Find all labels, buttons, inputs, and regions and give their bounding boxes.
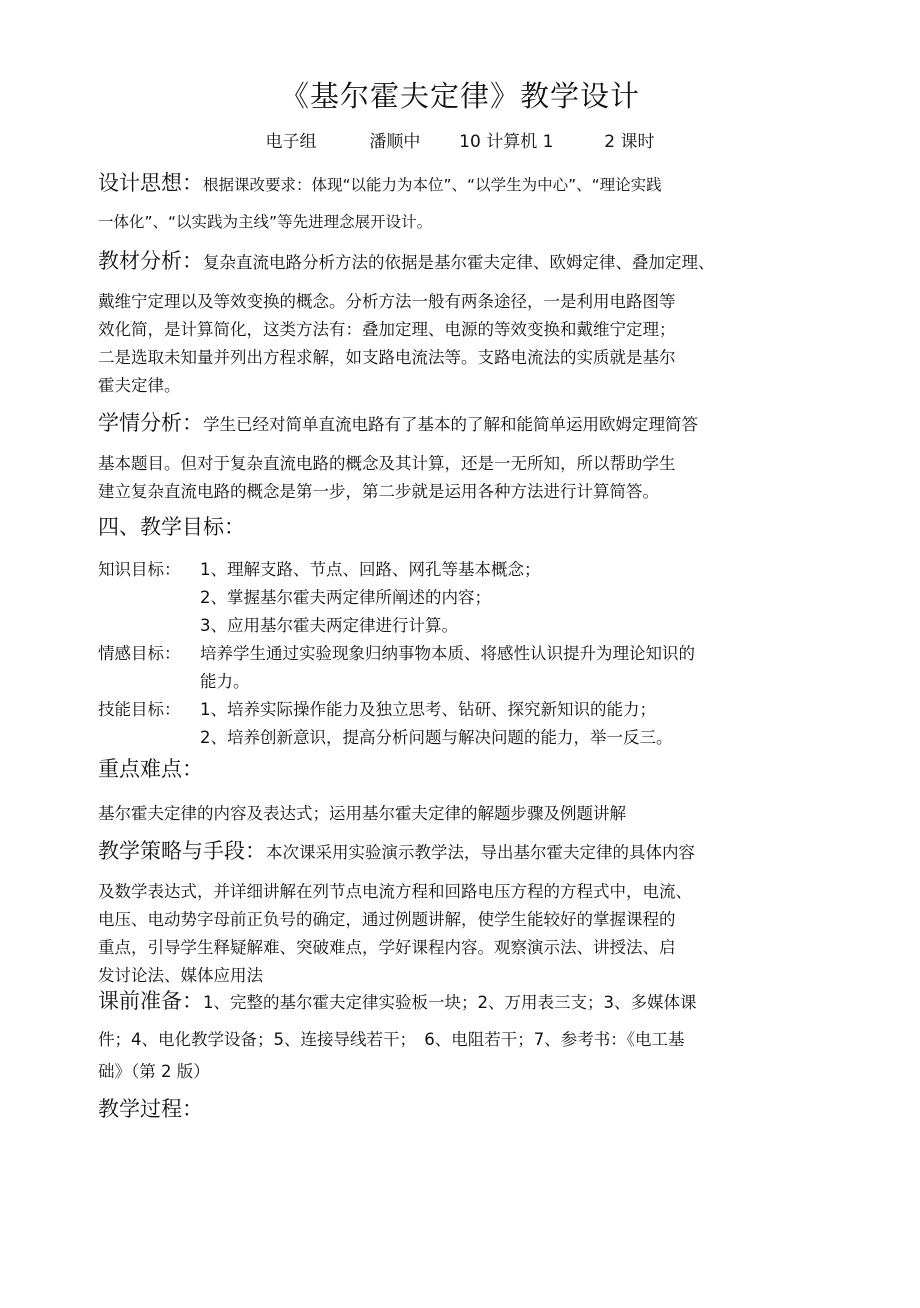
paragraph-line: 建立复杂直流电路的概念是第一步，第二步就是运用各种方法进行计算简答。 (98, 482, 659, 501)
paragraph-line: 及数学表达式，并详细讲解在列节点电流方程和回路电压方程的方程式中，电流、 (98, 882, 692, 901)
paragraph-line: 础》（第 2 版） (98, 1062, 210, 1081)
paragraph-line: 戴维宁定理以及等效变换的概念。分析方法一般有两条途径，一是利用电路图等 (98, 292, 676, 311)
section-heading: 重点难点： (98, 757, 203, 781)
section-heading: 教材分析： (98, 249, 203, 273)
goal-item: 1、理解支路、节点、回路、网孔等基本概念； (200, 560, 541, 579)
section-first-line: 学生已经对简单直流电路有了基本的了解和能简单运用欧姆定理简答 (203, 415, 698, 434)
section-heading: 设计思想： (98, 171, 203, 195)
section-line: 一体化”、“以实践为主线”等先进理念展开设计。 (98, 213, 433, 231)
document-title: 《基尔霍夫定律》教学设计 (279, 79, 640, 113)
goal-label: 情感目标： (98, 644, 181, 663)
section-heading: 教学策略与手段： (98, 839, 266, 863)
goal-label: 知识目标： (98, 560, 181, 579)
paragraph-line: 电压、电动势字母前正负号的确定，通过例题讲解，使学生能较好的掌握课程的 (98, 910, 676, 929)
section-first-line: 本次课采用实验演示教学法，导出基尔霍夫定律的具体内容 (266, 843, 695, 862)
goal-item: 1、培养实际操作能力及独立思考、钻研、探究新知识的能力； (200, 700, 656, 719)
skill-goals (98, 696, 838, 752)
document-meta (0, 128, 920, 156)
goal-item: 能力。 (200, 672, 250, 691)
section-heading: 课前准备： (98, 989, 203, 1013)
meta-hours: 2 课时 (604, 132, 655, 152)
paragraph-line: 发讨论法、媒体应用法 (98, 966, 263, 985)
section-heading: 教学过程： (98, 1097, 203, 1121)
emotion-goals (98, 640, 838, 696)
meta-group: 电子组 (265, 132, 317, 152)
goal-item: 2、培养创新意识，提高分析问题与解决问题的能力，举一反三。 (200, 728, 673, 747)
section-material (98, 246, 838, 400)
paragraph-line: 霍夫定律。 (98, 376, 181, 395)
paragraph-line: 二是选取未知量并列出方程求解，如支路电流法等。支路电流法的实质就是基尔 (98, 348, 676, 367)
section-heading: 四、教学目标： (98, 515, 245, 539)
goal-item: 2、掌握基尔霍夫两定律所阐述的内容； (200, 588, 491, 607)
section-strategy (98, 836, 838, 990)
section-heading: 学情分析： (98, 411, 203, 435)
knowledge-goals (98, 556, 838, 640)
goal-label: 技能目标： (98, 700, 181, 719)
paragraph-line: 件；4、电化教学设备；5、连接导线若干； 6、电阻若干；7、参考书：《电工基 (98, 1030, 685, 1049)
section-goals (98, 512, 838, 752)
paragraph-line: 基本题目。但对于复杂直流电路的概念及其计算，还是一无所知，所以帮助学生 (98, 454, 676, 473)
section-key (98, 754, 838, 828)
meta-class: 10 计算机 1 (459, 132, 554, 152)
section-first-line: 复杂直流电路分析方法的依据是基尔霍夫定律、欧姆定律、叠加定理、 (203, 253, 715, 272)
section-first-line: 根据课改要求：体现“以能力为本位”、“以学生为中心”、“理论实践 (203, 176, 662, 194)
section-process (98, 1094, 838, 1126)
goal-item: 3、应用基尔霍夫两定律进行计算。 (200, 616, 458, 635)
section-learner (98, 408, 838, 506)
section-design (98, 168, 838, 236)
section-first-line: 1、完整的基尔霍夫定律实验板一块；2、万用表三支；3、多媒体课 (203, 993, 697, 1012)
paragraph-line: 基尔霍夫定律的内容及表达式；运用基尔霍夫定律的解题步骤及例题讲解 (98, 804, 626, 823)
section-prep (98, 986, 838, 1086)
paragraph-line: 效化简，是计算简化，这类方法有：叠加定理、电源的等效变换和戴维宁定理； (98, 320, 676, 339)
meta-author: 潘顺中 (369, 132, 421, 152)
goal-item: 培养学生通过实验现象归纳事物本质、将感性认识提升为理论知识的 (200, 644, 695, 663)
paragraph-line: 重点，引导学生释疑解难、突破难点，学好课程内容。观察演示法、讲授法、启 (98, 938, 676, 957)
